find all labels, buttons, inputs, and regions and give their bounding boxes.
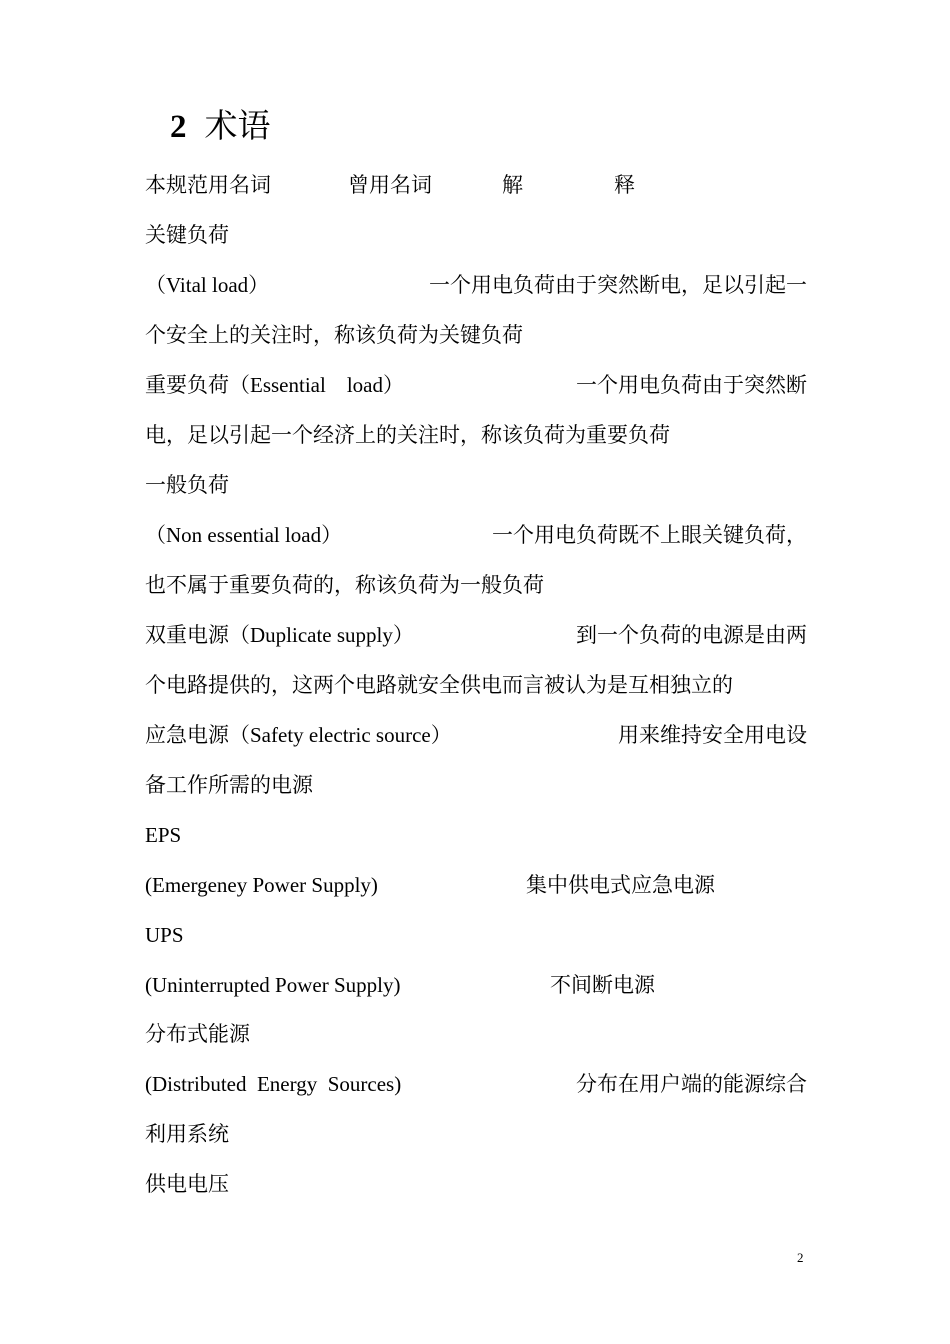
term-name-en: (Distributed Energy Sources) [145,1072,402,1096]
term-safety-row [145,718,807,752]
header-former-term: 曾用名词 [348,173,432,197]
header-current-term: 本规范用名词 [145,173,271,197]
term-name: 双重电源（Duplicate supply） [145,623,414,647]
term-non-essential-cn [145,468,807,502]
term-description: 一个用电负荷既不上眼关键负荷， [492,523,807,547]
term-name: 供电电压 [145,1172,229,1196]
term-name: 关键负荷 [145,223,229,247]
term-distributed-cn [145,1017,807,1051]
term-description: 一个用电负荷由于突然断 [576,373,807,397]
term-description: 个电路提供的，这两个电路就安全供电而言被认为是互相独立的 [145,673,733,697]
term-eps-abbr [145,818,807,852]
term-abbreviation: EPS [145,823,182,847]
term-name: 一般负荷 [145,473,229,497]
term-essential-row [145,368,807,402]
term-duplicate-row [145,618,807,652]
term-voltage-cn [145,1167,807,1201]
term-description: 电，足以引起一个经济上的关注时，称该负荷为重要负荷 [145,423,670,447]
section-number: 2 [170,109,187,145]
term-name-en: (Emergeney Power Supply) [145,873,378,897]
section-title: 术语 [204,106,271,145]
section-heading [170,102,271,151]
term-distributed-row [145,1067,807,1101]
page-number: 2 [797,1250,804,1265]
term-ups-abbr [145,918,807,952]
term-description: 用来维持安全用电设 [618,723,807,747]
term-name: 重要负荷（Essential load） [145,373,404,397]
term-description: 一个用电负荷由于突然断电，足以引起一 [429,273,807,297]
term-abbreviation: UPS [145,923,184,947]
term-vital-cn [145,218,807,252]
term-safety-desc-cont [145,768,807,802]
term-vital-desc-cont [145,318,807,352]
header-explanation-1: 解 [502,173,523,197]
term-vital-row [145,268,807,302]
term-essential-desc-cont [145,418,807,452]
term-description: 到一个负荷的电源是由两 [576,623,807,647]
term-description: 不间断电源 [550,973,655,997]
term-eps-row [145,868,807,902]
table-header-row [145,168,807,202]
term-description: 备工作所需的电源 [145,773,313,797]
term-description: 也不属于重要负荷的，称该负荷为一般负荷 [145,573,544,597]
term-description: 分布在用户端的能源综合 [576,1072,807,1096]
header-explanation-2: 释 [614,173,635,197]
term-description: 利用系统 [145,1122,229,1146]
term-name: 应急电源（Safety electric source） [145,723,452,747]
term-name-en: (Uninterrupted Power Supply) [145,973,401,997]
term-description: 集中供电式应急电源 [526,873,715,897]
term-name-en: （Vital load） [145,273,270,297]
term-non-essential-row [145,518,807,552]
term-name-en: （Non essential load） [145,523,343,547]
term-duplicate-desc-cont [145,668,807,702]
term-description: 个安全上的关注时，称该负荷为关键负荷 [145,323,523,347]
term-name: 分布式能源 [145,1022,250,1046]
term-ups-row [145,968,807,1002]
term-non-essential-desc-cont [145,568,807,602]
term-distributed-desc-cont [145,1117,807,1151]
